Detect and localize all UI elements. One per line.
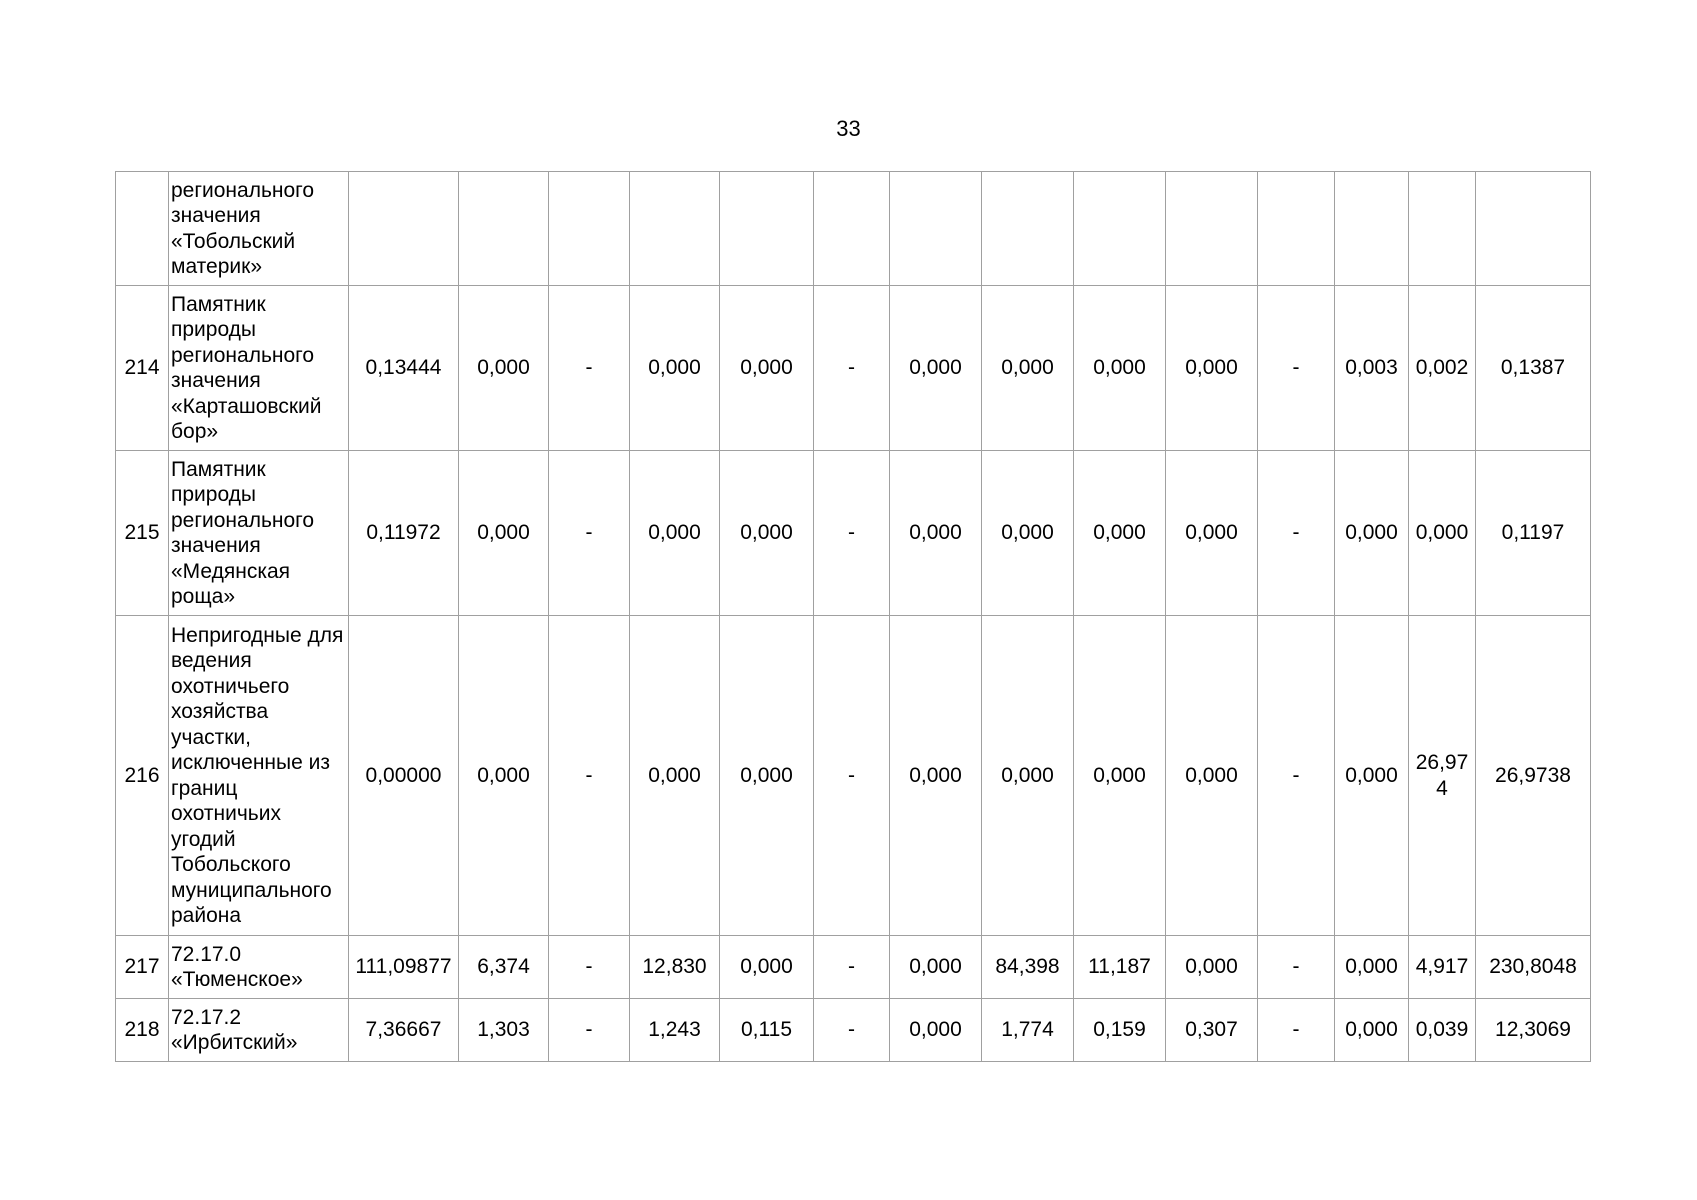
table-row <box>116 936 1591 999</box>
value-cell: 0,000 <box>982 616 1074 936</box>
value-cell: 0,000 <box>1074 451 1166 616</box>
row-name-cell: Памятник природы регионального значения «Медянская роща» <box>169 451 349 616</box>
value-cell: 230,8048 <box>1476 936 1591 999</box>
row-number-cell: 217 <box>116 936 169 999</box>
value-cell: 26,9738 <box>1476 616 1591 936</box>
page-number: 33 <box>836 116 861 141</box>
value-cell <box>1166 172 1258 286</box>
value-cell: - <box>1258 616 1335 936</box>
value-cell: - <box>549 451 630 616</box>
value-cell: 0,307 <box>1166 999 1258 1062</box>
value-cell <box>1335 172 1409 286</box>
value-cell: 0,115 <box>720 999 814 1062</box>
value-cell <box>1258 172 1335 286</box>
value-cell <box>459 172 549 286</box>
value-cell: 6,374 <box>459 936 549 999</box>
value-cell: 12,830 <box>630 936 720 999</box>
value-cell: - <box>1258 999 1335 1062</box>
value-cell: 0,000 <box>720 451 814 616</box>
value-cell: 0,000 <box>890 286 982 451</box>
value-cell: 0,000 <box>890 936 982 999</box>
value-cell: 1,243 <box>630 999 720 1062</box>
value-cell <box>982 172 1074 286</box>
value-cell: 0,000 <box>890 616 982 936</box>
table-row <box>116 616 1591 936</box>
value-cell: 11,187 <box>1074 936 1166 999</box>
value-cell: - <box>549 286 630 451</box>
row-number-cell: 218 <box>116 999 169 1062</box>
value-cell: 0,000 <box>720 936 814 999</box>
value-cell: 12,3069 <box>1476 999 1591 1062</box>
row-number-cell: 215 <box>116 451 169 616</box>
value-cell: 0,000 <box>630 616 720 936</box>
value-cell: - <box>814 451 890 616</box>
value-cell: 0,000 <box>720 616 814 936</box>
value-cell: 0,159 <box>1074 999 1166 1062</box>
value-cell: 26,974 <box>1409 616 1476 936</box>
value-cell: 0,000 <box>459 286 549 451</box>
value-cell <box>720 172 814 286</box>
value-cell: - <box>814 999 890 1062</box>
value-cell: 84,398 <box>982 936 1074 999</box>
value-cell: 0,1197 <box>1476 451 1591 616</box>
value-cell: - <box>814 286 890 451</box>
value-cell: 0,13444 <box>349 286 459 451</box>
table-row <box>116 451 1591 616</box>
value-cell: 0,000 <box>1335 999 1409 1062</box>
row-number-cell <box>116 172 169 286</box>
row-name-cell: 72.17.2 «Ирбитский» <box>169 999 349 1062</box>
value-cell: 0,000 <box>1335 451 1409 616</box>
value-cell: 0,000 <box>459 616 549 936</box>
value-cell: 0,00000 <box>349 616 459 936</box>
value-cell: 0,000 <box>1166 451 1258 616</box>
value-cell: 1,303 <box>459 999 549 1062</box>
value-cell: - <box>814 616 890 936</box>
value-cell: 0,000 <box>1166 936 1258 999</box>
value-cell: - <box>1258 451 1335 616</box>
value-cell: 0,000 <box>720 286 814 451</box>
value-cell: - <box>1258 286 1335 451</box>
row-name-cell: Непригодные для ведения охотничьего хозяйства участки, исключенные из границ охотничьих угодий Тобольского муниципального района <box>169 616 349 936</box>
value-cell <box>1476 172 1591 286</box>
value-cell: - <box>814 936 890 999</box>
value-cell: 111,09877 <box>349 936 459 999</box>
value-cell <box>814 172 890 286</box>
row-name-cell: 72.17.0 «Тюменское» <box>169 936 349 999</box>
row-number-cell: 216 <box>116 616 169 936</box>
value-cell <box>630 172 720 286</box>
value-cell: 0,003 <box>1335 286 1409 451</box>
value-cell: 0,039 <box>1409 999 1476 1062</box>
value-cell <box>890 172 982 286</box>
value-cell: 0,000 <box>1409 451 1476 616</box>
row-name-cell: Памятник природы регионального значения «Карташовский бор» <box>169 286 349 451</box>
value-cell: 0,000 <box>1166 616 1258 936</box>
value-cell: 0,000 <box>982 451 1074 616</box>
value-cell: 0,000 <box>1166 286 1258 451</box>
row-name-cell: регионального значения «Тобольский материк» <box>169 172 349 286</box>
value-cell: 0,000 <box>982 286 1074 451</box>
value-cell: 4,917 <box>1409 936 1476 999</box>
value-cell: 0,000 <box>630 286 720 451</box>
value-cell: - <box>549 616 630 936</box>
value-cell: 0,000 <box>890 451 982 616</box>
value-cell: 0,000 <box>459 451 549 616</box>
row-number-cell: 214 <box>116 286 169 451</box>
value-cell: 1,774 <box>982 999 1074 1062</box>
value-cell <box>549 172 630 286</box>
value-cell: - <box>549 936 630 999</box>
value-cell: 0,000 <box>1074 616 1166 936</box>
value-cell: - <box>549 999 630 1062</box>
value-cell <box>1409 172 1476 286</box>
table-row <box>116 172 1591 286</box>
value-cell: 0,000 <box>1335 936 1409 999</box>
value-cell <box>349 172 459 286</box>
value-cell: 0,000 <box>1335 616 1409 936</box>
value-cell: 0,000 <box>1074 286 1166 451</box>
value-cell: 0,11972 <box>349 451 459 616</box>
value-cell: 0,000 <box>890 999 982 1062</box>
value-cell: 0,1387 <box>1476 286 1591 451</box>
value-cell: 0,000 <box>630 451 720 616</box>
table-row <box>116 999 1591 1062</box>
value-cell: 7,36667 <box>349 999 459 1062</box>
value-cell: - <box>1258 936 1335 999</box>
table-row <box>116 286 1591 451</box>
data-table <box>115 171 1591 1062</box>
value-cell <box>1074 172 1166 286</box>
value-cell: 0,002 <box>1409 286 1476 451</box>
